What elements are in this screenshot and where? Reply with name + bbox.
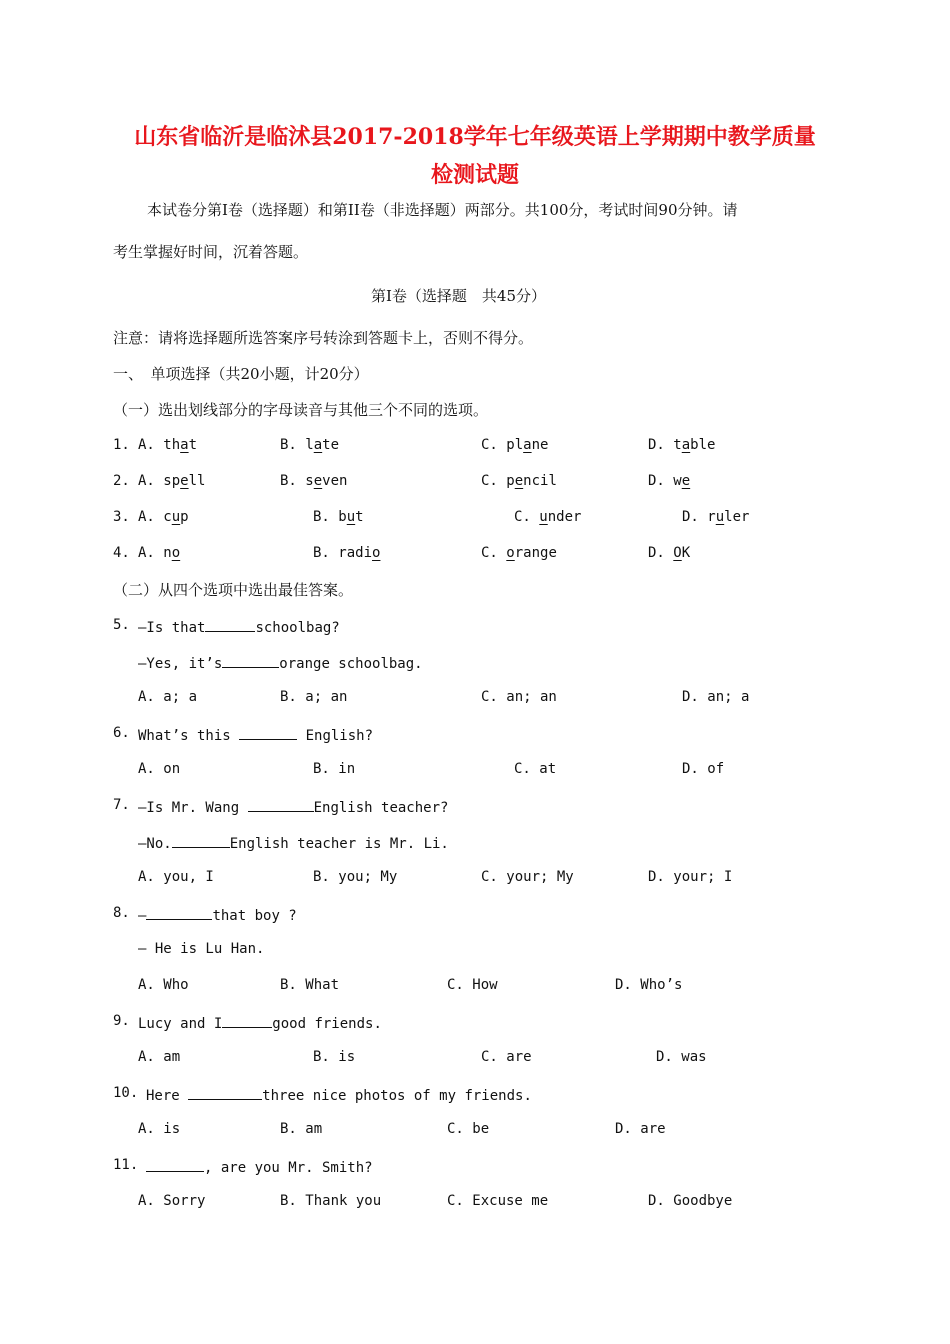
option-a: A. that <box>138 437 198 453</box>
question-number: 3. <box>113 509 130 525</box>
option-b: B. seven <box>280 473 348 489</box>
option-d: D. ruler <box>682 509 750 525</box>
option-c: C. under <box>514 509 582 525</box>
question-9-options <box>138 1049 838 1071</box>
option-d: D. of <box>682 761 725 777</box>
option-d: D. are <box>615 1121 666 1137</box>
question-7-stem: 7. —Is Mr. Wang English teacher? <box>113 797 449 816</box>
part1-heading: 第I卷（选择题 共45分） <box>371 287 547 305</box>
question-11-options <box>138 1193 838 1215</box>
question-6-options <box>138 761 838 783</box>
question-5-stem: 5. —Is that schoolbag? <box>113 617 340 636</box>
question-7-options <box>138 869 838 891</box>
option-d: D. was <box>656 1049 707 1065</box>
question-5-reply: —Yes, it’s orange schoolbag. <box>138 653 838 675</box>
answer-blank <box>188 1085 262 1100</box>
answer-blank <box>146 905 212 920</box>
option-c: C. at <box>514 761 557 777</box>
question-8-reply: — He is Lu Han. <box>138 941 265 957</box>
question-11-stem: 11. , are you Mr. Smith? <box>113 1157 373 1176</box>
answer-blank <box>222 1013 272 1028</box>
option-b: B. What <box>280 977 340 993</box>
answer-blank <box>222 653 279 668</box>
intro-line-1: 本试卷分第I卷（选择题）和第II卷（非选择题）两部分。共100分，考试时间90分钟。请 <box>147 201 738 219</box>
option-a: A. Sorry <box>138 1193 206 1209</box>
option-b: B. is <box>313 1049 356 1065</box>
question-number: 2. <box>113 473 130 489</box>
question-5-options <box>138 689 838 711</box>
option-a: A. am <box>138 1049 181 1065</box>
option-a: A. no <box>138 545 181 561</box>
intro-line-2: 考生掌握好时间，沉着答题。 <box>113 243 309 261</box>
option-d: D. Goodbye <box>648 1193 733 1209</box>
document-title-line-1: 山东省临沂是临沭县2017-2018学年七年级英语上学期期中教学质量 <box>134 124 816 150</box>
subsection1-heading: （一）选出划线部分的字母读音与其他三个不同的选项。 <box>113 401 489 419</box>
question-9-stem: 9. Lucy and I good friends. <box>113 1013 382 1032</box>
option-b: B. in <box>313 761 356 777</box>
answer-blank <box>248 797 314 812</box>
phonics-question-1 <box>113 437 853 459</box>
option-a: A. a; a <box>138 689 198 705</box>
option-c: C. your; My <box>481 869 574 885</box>
option-c: C. How <box>447 977 498 993</box>
question-10-stem: 10. Here three nice photos of my friends. <box>113 1085 532 1104</box>
option-b: B. you; My <box>313 869 398 885</box>
option-a: A. Who <box>138 977 189 993</box>
option-a: A. on <box>138 761 181 777</box>
phonics-question-3 <box>113 509 853 531</box>
answer-blank <box>146 1157 204 1172</box>
option-d: D. your; I <box>648 869 733 885</box>
option-b: B. a; an <box>280 689 348 705</box>
answer-blank <box>239 725 297 740</box>
option-d: D. table <box>648 437 716 453</box>
option-d: D. OK <box>648 545 691 561</box>
option-d: D. we <box>648 473 691 489</box>
option-a: A. cup <box>138 509 189 525</box>
section1-heading: 一、 单项选择（共20小题，计20分） <box>113 365 369 383</box>
answer-blank <box>205 617 255 632</box>
option-c: C. plane <box>481 437 549 453</box>
question-10-options <box>138 1121 838 1143</box>
option-c: C. be <box>447 1121 490 1137</box>
question-6-stem: 6. What’s this English? <box>113 725 374 744</box>
option-b: B. but <box>313 509 364 525</box>
subsection2-heading: （二）从四个选项中选出最佳答案。 <box>113 581 354 599</box>
option-c: C. orange <box>481 545 557 561</box>
phonics-question-2 <box>113 473 853 495</box>
question-8-stem: 8. — that boy ? <box>113 905 297 924</box>
question-8-options <box>138 977 838 999</box>
question-number: 4. <box>113 545 130 561</box>
option-d: D. an; a <box>682 689 750 705</box>
part1-note: 注意：请将选择题所选答案序号转涂到答题卡上，否则不得分。 <box>113 329 534 347</box>
option-b: B. Thank you <box>280 1193 382 1209</box>
answer-blank <box>172 833 230 848</box>
question-number: 1. <box>113 437 130 453</box>
question-7-reply: —No. English teacher is Mr. Li. <box>138 833 838 855</box>
option-c: C. Excuse me <box>447 1193 549 1209</box>
option-b: B. late <box>280 437 340 453</box>
phonics-question-4 <box>113 545 853 567</box>
option-d: D. Who’s <box>615 977 683 993</box>
option-b: B. radio <box>313 545 381 561</box>
option-a: A. spell <box>138 473 206 489</box>
option-a: A. you, I <box>138 869 214 885</box>
option-c: C. are <box>481 1049 532 1065</box>
option-c: C. pencil <box>481 473 557 489</box>
option-a: A. is <box>138 1121 181 1137</box>
option-b: B. am <box>280 1121 323 1137</box>
option-c: C. an; an <box>481 689 557 705</box>
document-title-line-2: 检测试题 <box>430 162 519 188</box>
